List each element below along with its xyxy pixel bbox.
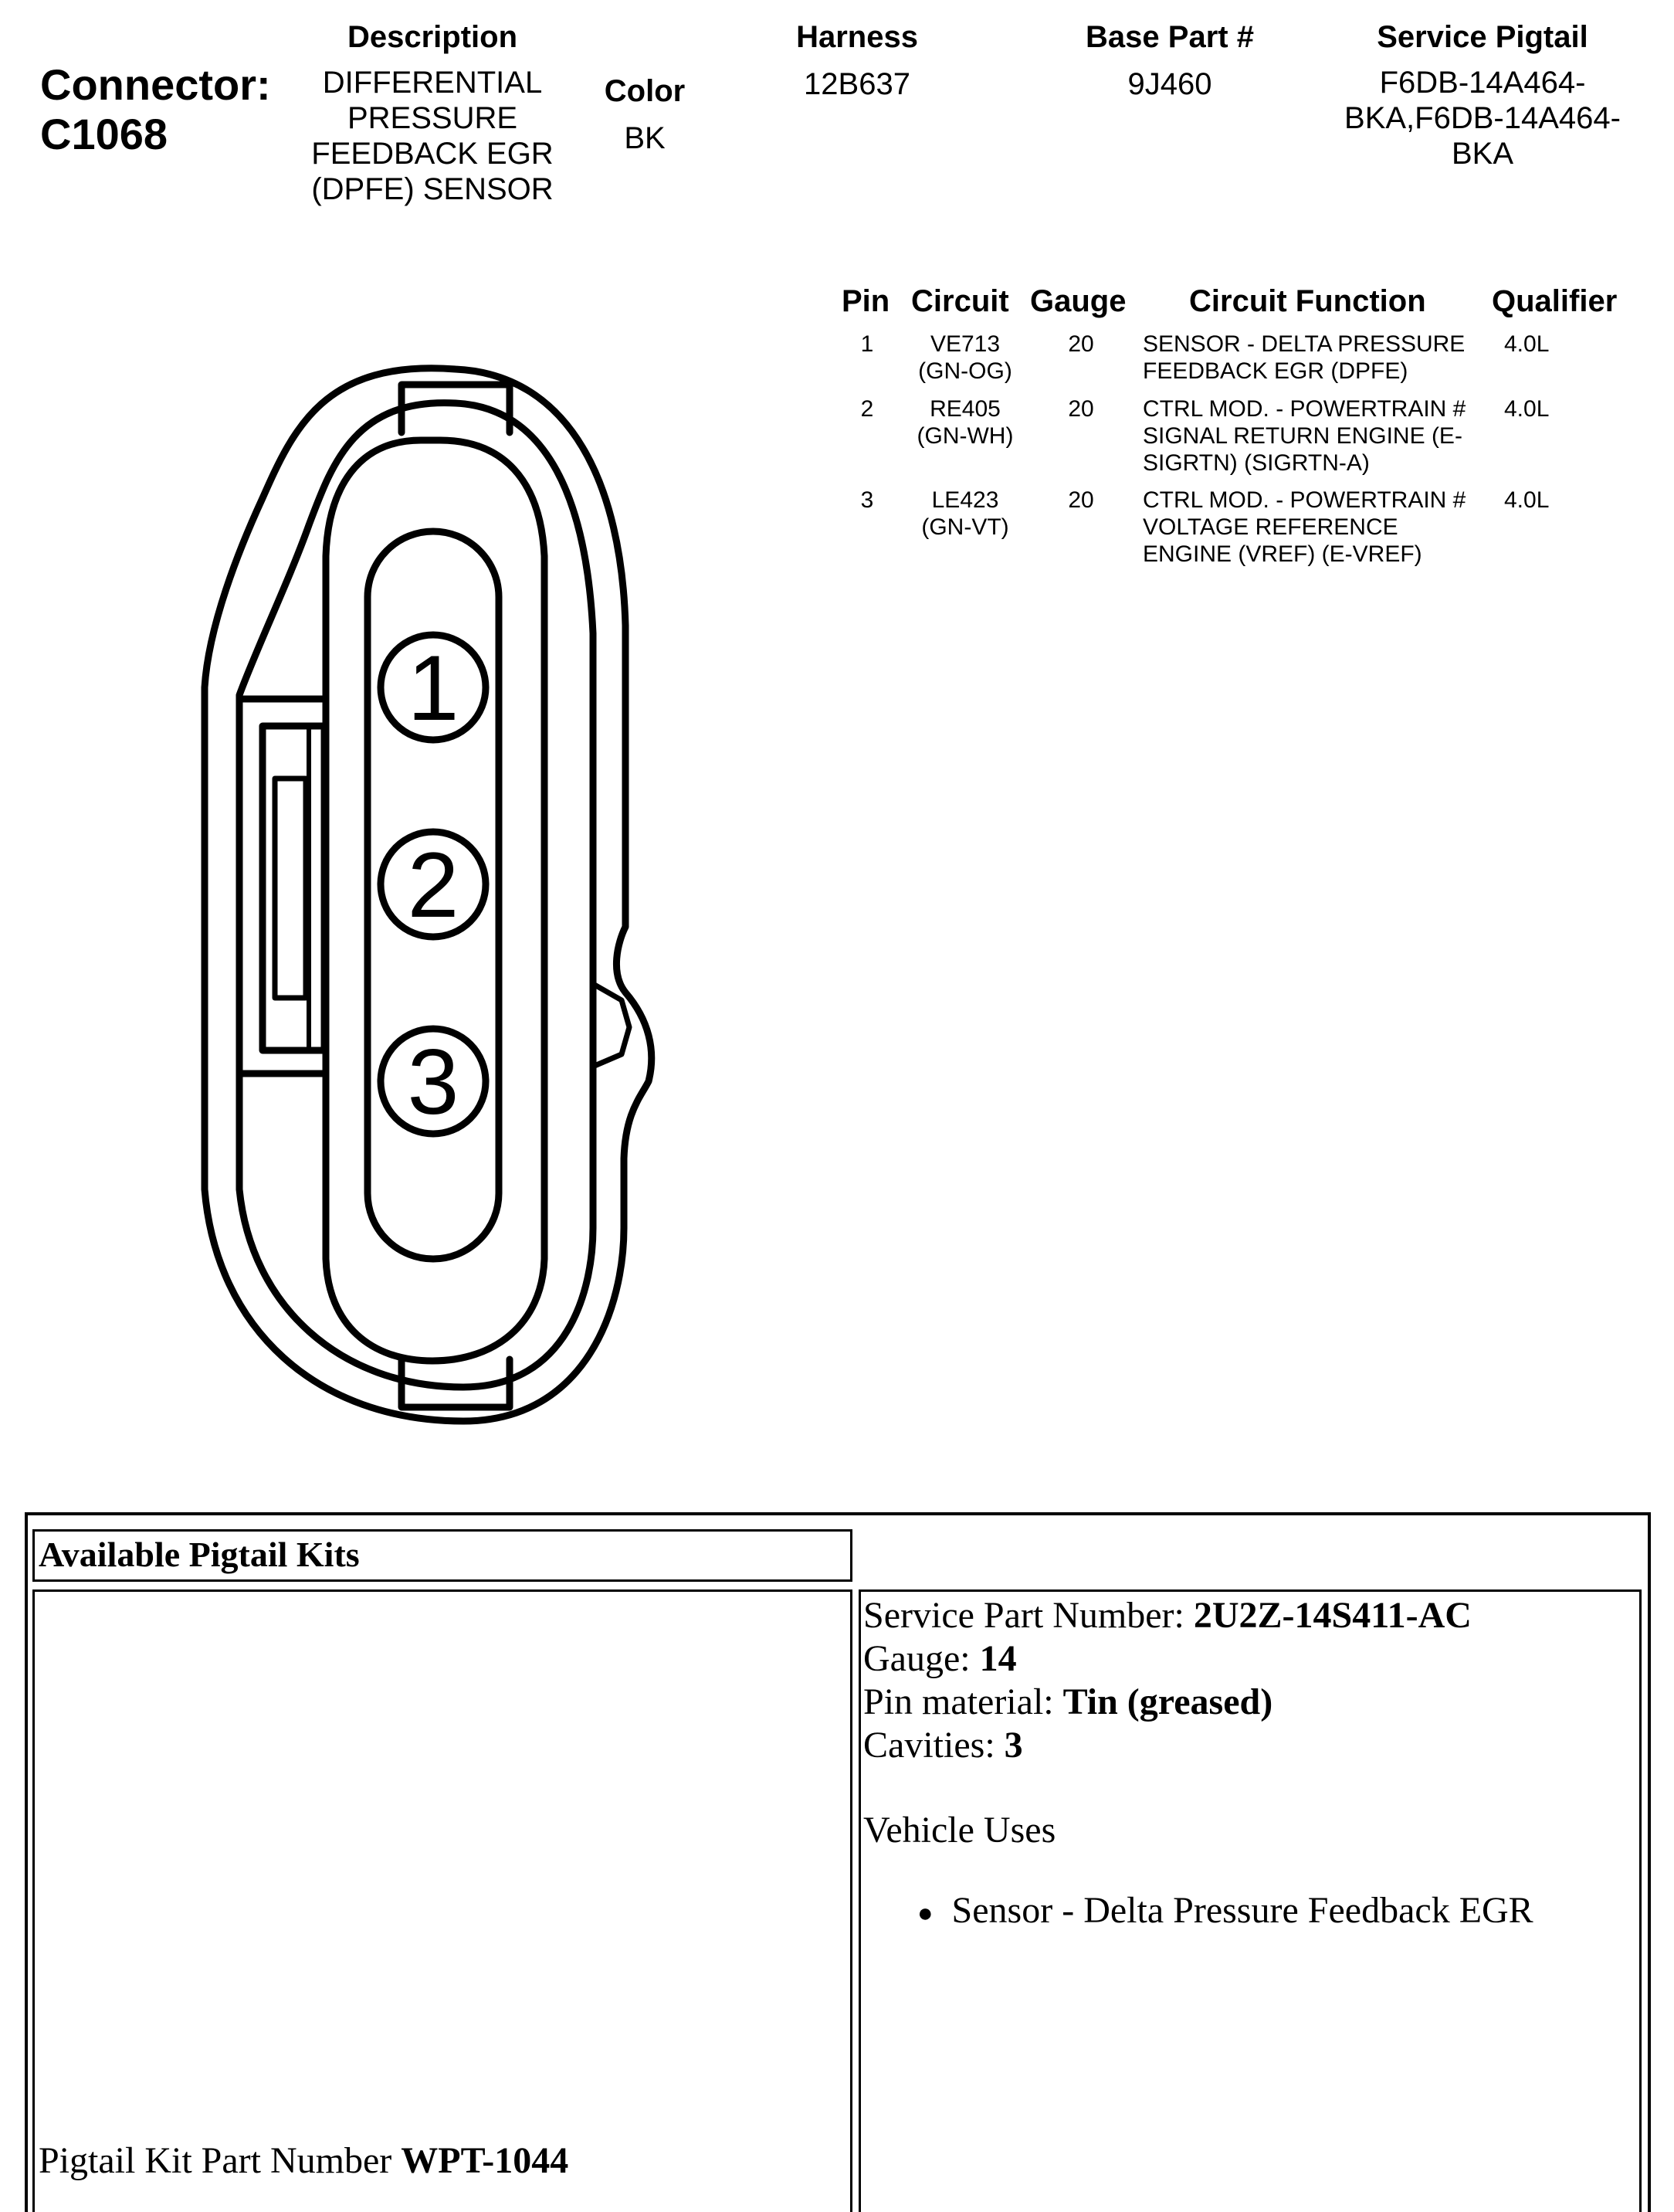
- pin-cell: 1: [860, 331, 874, 357]
- circuit-cell: RE405 (GN-WH): [917, 396, 1014, 449]
- base-part-value: 9J460: [1127, 67, 1212, 101]
- circuit-cell: VE713 (GN-OG): [918, 331, 1012, 384]
- left-cell-left: [32, 1589, 35, 2212]
- base-part-header: Base Part #: [1086, 20, 1254, 54]
- kit-details: [863, 1594, 1635, 1852]
- function-column-header: Circuit Function: [1189, 284, 1426, 318]
- description-header: Description: [347, 20, 518, 54]
- pigtail-kits-title: Available Pigtail Kits: [39, 1535, 360, 1574]
- function-cell: CTRL MOD. - POWERTRAIN # VOLTAGE REFERENCE ENGINE (VREF) (E-VREF): [1143, 487, 1466, 567]
- circuit-cell: LE423 (GN-VT): [921, 487, 1009, 540]
- title-cell-left: [32, 1529, 35, 1582]
- title-cell-right: [850, 1529, 852, 1582]
- connector-label: Connector:: [40, 60, 271, 109]
- pigtail-kit-part-number: Pigtail Kit Part Number WPT-1044: [39, 2140, 569, 2181]
- right-cell-left: [859, 1589, 861, 2212]
- service-pigtail-header: Service Pigtail: [1377, 20, 1588, 54]
- kit-gauge: Gauge: 14: [863, 1638, 1017, 1679]
- harness-value: 12B637: [804, 67, 910, 101]
- qualifier-cell: 4.0L: [1504, 331, 1550, 357]
- gauge-cell: 20: [1068, 331, 1094, 357]
- harness-header: Harness: [796, 20, 918, 54]
- color-value: BK: [624, 121, 666, 155]
- vehicle-uses-heading: Vehicle Uses: [863, 1810, 1056, 1851]
- cavities: Cavities: 3: [863, 1725, 1023, 1766]
- gauge-cell: 20: [1068, 396, 1094, 422]
- right-cell-right: [1639, 1589, 1642, 2212]
- circuit-column-header: Circuit: [911, 284, 1009, 318]
- right-notch: [595, 985, 629, 1066]
- pin-3-label: 3: [407, 1030, 459, 1134]
- gauge-cell: 20: [1068, 487, 1094, 513]
- qualifier-cell: 4.0L: [1504, 487, 1550, 513]
- function-cell: CTRL MOD. - POWERTRAIN # SIGNAL RETURN ENGINE (E- SIGRTN) (SIGRTN-A): [1143, 396, 1466, 476]
- bullet-icon: ●: [917, 1898, 934, 1928]
- connector-heading: [40, 60, 271, 159]
- kits-frame-top: [25, 1512, 1651, 1515]
- title-cell-bottom: [32, 1579, 852, 1582]
- left-cell-right: [850, 1589, 852, 2212]
- title-cell-top: [32, 1529, 852, 1532]
- color-header: Color: [604, 74, 686, 108]
- connector-id: C1068: [40, 110, 168, 158]
- left-cell-top: [32, 1589, 852, 1592]
- pin-1-label: 1: [407, 636, 459, 740]
- qualifier-cell: 4.0L: [1504, 396, 1550, 422]
- pin-cell: 2: [860, 396, 874, 422]
- right-cell-top: [859, 1589, 1642, 1592]
- connector-face-diagram: [185, 355, 679, 1437]
- kits-frame-left: [25, 1512, 28, 2212]
- side-lock-slot: [275, 779, 306, 998]
- service-part-number: Service Part Number: 2U2Z-14S411-AC: [863, 1595, 1472, 1636]
- side-lock-frame: [241, 699, 326, 1074]
- vehicle-uses-list: [917, 1889, 1635, 1936]
- pin-column-header: Pin: [842, 284, 890, 318]
- service-pigtail-value: F6DB-14A464- BKA,F6DB-14A464- BKA: [1344, 66, 1621, 171]
- kits-frame-right: [1648, 1512, 1651, 2212]
- description-value: DIFFERENTIAL PRESSURE FEEDBACK EGR (DPFE) SENSOR: [311, 66, 554, 206]
- pin-material: Pin material: Tin (greased): [863, 1681, 1273, 1722]
- list-item: ● Sensor - Delta Pressure Feedback EGR: [917, 1890, 1533, 1931]
- gauge-column-header: Gauge: [1030, 284, 1127, 318]
- side-lock-block: [263, 726, 324, 1050]
- pin-2-label: 2: [407, 833, 459, 937]
- qualifier-column-header: Qualifier: [1492, 284, 1618, 318]
- function-cell: SENSOR - DELTA PRESSURE FEEDBACK EGR (DPFE): [1143, 331, 1466, 384]
- pin-cell: 3: [860, 487, 874, 513]
